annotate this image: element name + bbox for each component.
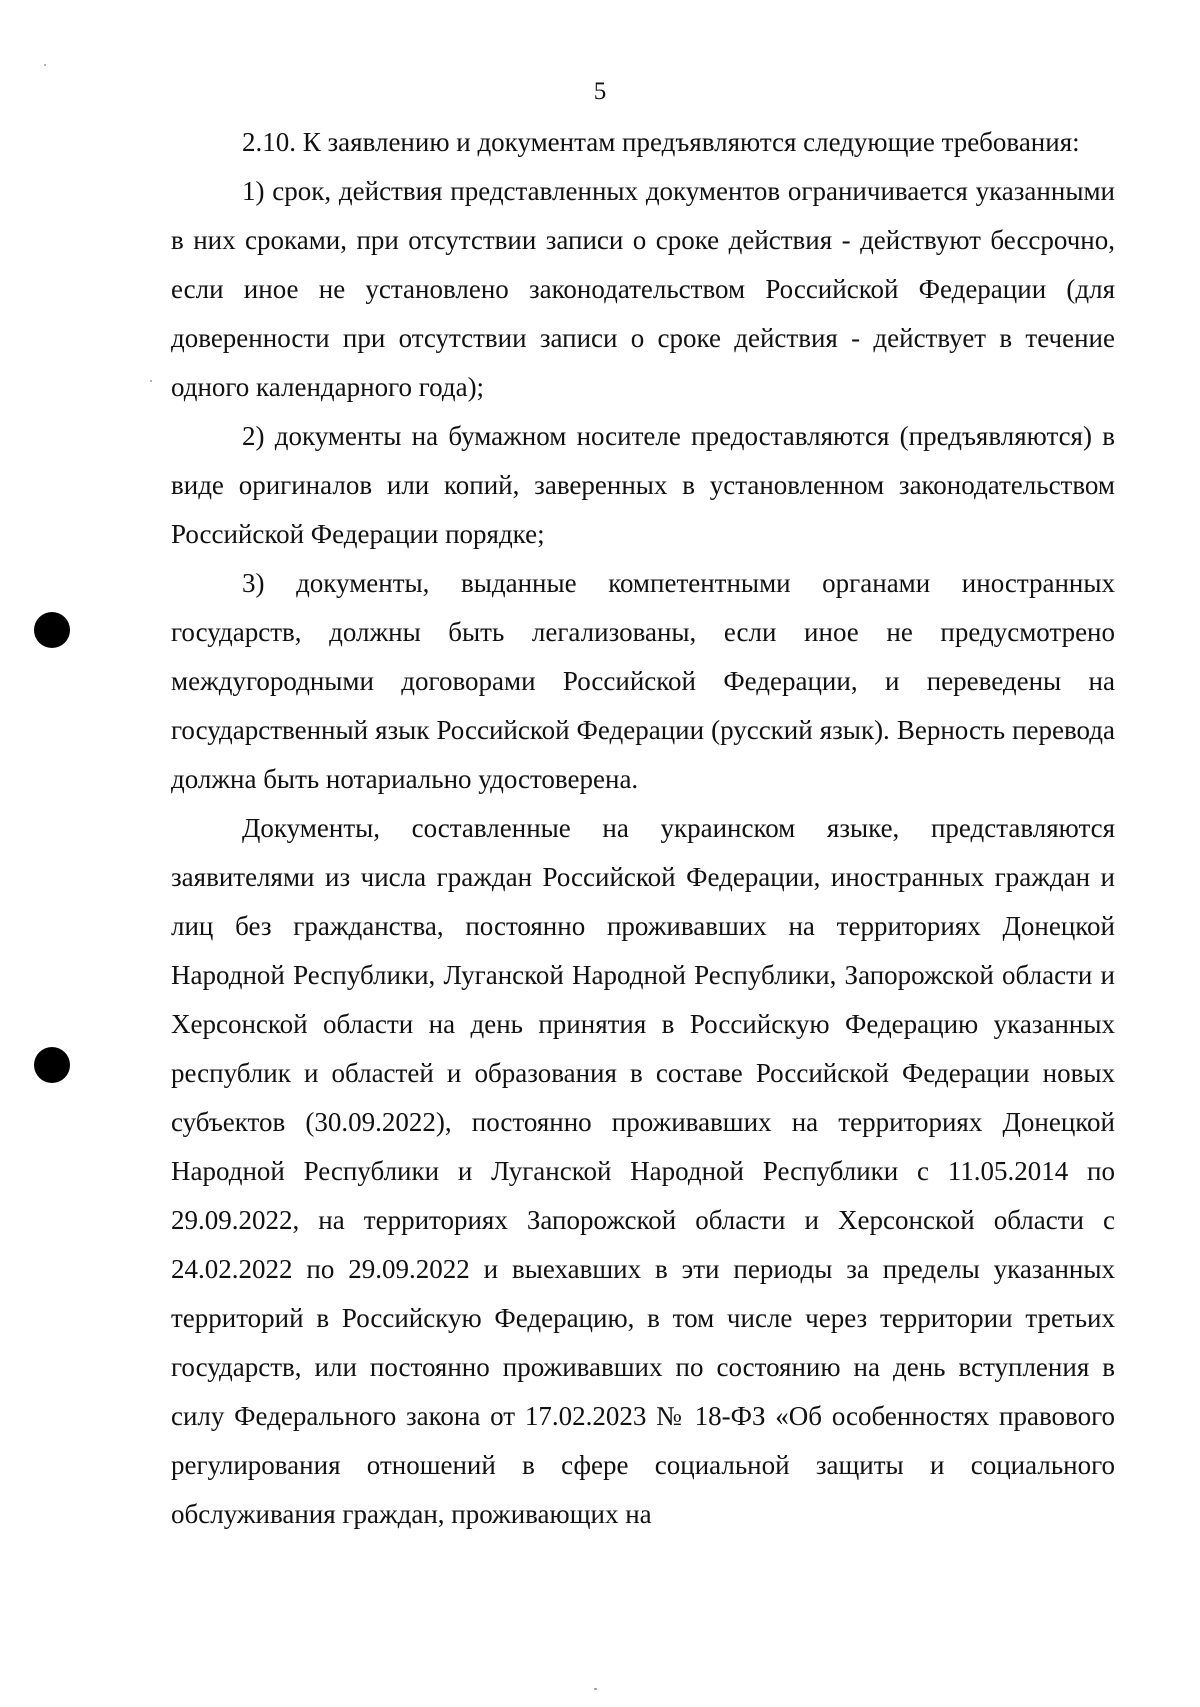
scan-speck: [150, 380, 152, 382]
document-body: [171, 118, 1115, 1539]
punch-hole-icon: [34, 1047, 70, 1083]
punch-hole-icon: [34, 612, 70, 648]
paragraph-ukrainian-documents: Документы, составленные на украинском языке, представляются заявителями из числа граждан Российской Федерации, иностранных граждан и лиц без гражданства, постоянно проживавших на территориях Донецкой Народной Республики, Луганской Народной Республики, Запорожской области и Херсонской области на день принятия в Российскую Федерацию указанных республик и областей и образования в составе Российской Федерации новых субъектов (30.09.2022), постоянно проживавших на территориях Донецкой Народной Республики и Луганской Народной Республики с 11.05.2014 по 29.09.2022, на территориях Запорожской области и Херсонской области с 24.02.2022 по 29.09.2022 и выехавших в эти периоды за пределы указанных территорий в Российскую Федерацию, в том числе через территории третьих государств, или постоянно проживавших по состоянию на день вступления в силу Федерального закона от 17.02.2023 № 18-ФЗ «Об особенностях правового регулирования отношений в сфере социальной защиты и социального обслуживания граждан, проживающих на: [171, 813, 1115, 1529]
paragraph-item-2: 2) документы на бумажном носителе предоставляются (предъявляются) в виде оригиналов или копий, заверенных в установленном законодательством Российской Федерации порядке;: [171, 421, 1115, 549]
page-number: 5: [593, 78, 607, 105]
scan-speck: [44, 64, 46, 66]
paragraph-2-10: 2.10. К заявлению и документам предъявляются следующие требования:: [242, 127, 1080, 157]
paragraph-item-1: 1) срок, действия представленных документов ограничивается указанными в них сроками, при отсутствии записи о сроке действия - действуют бессрочно, если иное не установлено законодательством Российской Федерации (для доверенности при отсутствии записи о сроке действия - действует в течение одного календарного года);: [171, 176, 1115, 402]
scan-speck: [594, 1688, 597, 1690]
paragraph-item-3: 3) документы, выданные компетентными органами иностранных государств, должны быть легализованы, если иное не предусмотрено междугородными договорами Российской Федерации, и переведены на государственный язык Российской Федерации (русский язык). Верность перевода должна быть нотариально удостоверена.: [171, 568, 1115, 794]
